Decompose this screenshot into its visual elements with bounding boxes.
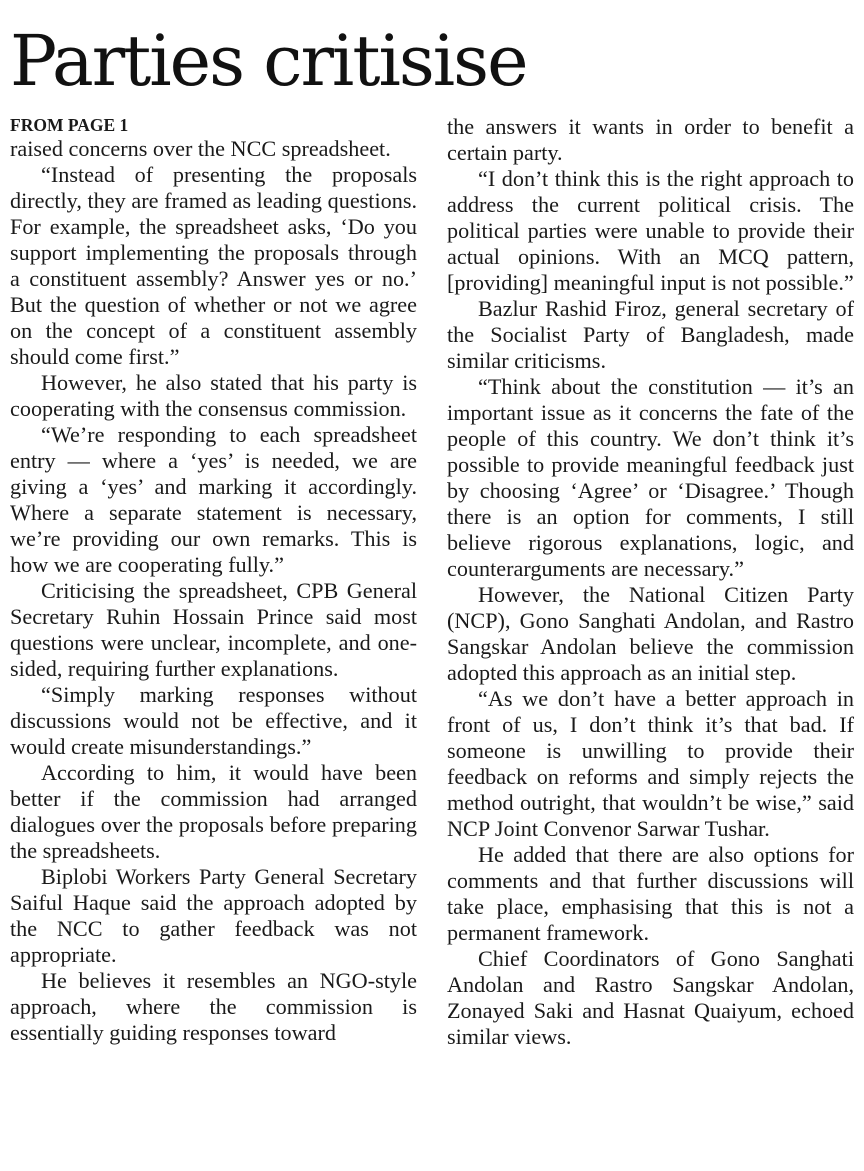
paragraph: “I don’t think this is the right approach to address the current political crisis. The political parties were unable to provide their actual opinions. With an MCQ pattern, [providing] meaningful input is not possible.”	[447, 166, 854, 295]
paragraph: “Simply marking responses without discussions would not be effective, and it would create misunderstandings.”	[10, 682, 417, 759]
paragraph: Bazlur Rashid Firoz, general secretary of the Socialist Party of Bangladesh, made similar criticisms.	[447, 296, 854, 373]
paragraph: He added that there are also options for comments and that further discussions will take place, emphasising that this is not a permanent framework.	[447, 842, 854, 945]
paragraph: According to him, it would have been better if the commission had arranged dialogues over the proposals before preparing the spreadsheets.	[10, 760, 417, 863]
paragraph: the answers it wants in order to benefit a certain party.	[447, 114, 854, 165]
paragraph: Chief Coordinators of Gono Sanghati Andolan and Rastro Sangskar Andolan, Zonayed Saki and Hasnat Quaiyum, echoed similar views.	[447, 946, 854, 1049]
paragraph: Biplobi Workers Party General Secretary Saiful Haque said the approach adopted by the NCC to gather feedback was not appropriate.	[10, 864, 417, 967]
paragraph: “Think about the constitution — it’s an important issue as it concerns the fate of the people of this country. We don’t think it’s possible to provide meaningful feedback just by choosing ‘Agree’ or ‘Disagree.’ Though there is an option for comments, I still believe rigorous explanations, logic, and counterarguments are necessary.”	[447, 374, 854, 581]
paragraph: “As we don’t have a better approach in front of us, I don’t think it’s that bad. If someone is unwilling to provide their feedback on reforms and simply rejects the method outright, that wouldn’t be wise,” said NCP Joint Convenor Sarwar Tushar.	[447, 686, 854, 841]
paragraph: However, he also stated that his party is cooperating with the consensus commission.	[10, 370, 417, 421]
paragraph: “Instead of presenting the proposals directly, they are framed as leading questions. For example, the spreadsheet asks, ‘Do you support implementing the proposals through a constituent assembly? Answer yes or no.’ But the question of whether or not we agree on the concept of a constituent assembly should come first.”	[10, 162, 417, 369]
article-column-left	[10, 114, 417, 1046]
continuation-kicker: FROM PAGE 1	[10, 115, 129, 135]
article-column-right	[447, 114, 854, 1050]
paragraph: He believes it resembles an NGO-style approach, where the commission is essentially guiding responses toward	[10, 968, 417, 1045]
paragraph: However, the National Citizen Party (NCP), Gono Sanghati Andolan, and Rastro Sangskar Andolan believe the commission adopted this approach as an initial step.	[447, 582, 854, 685]
headline: Parties critisise	[10, 20, 527, 102]
paragraph: “We’re responding to each spreadsheet entry — where a ‘yes’ is needed, we are giving a ‘yes’ and marking it accordingly. Where a separate statement is necessary, we’re providing our own remarks. This is how we are cooperating fully.”	[10, 422, 417, 577]
paragraph: Criticising the spreadsheet, CPB General Secretary Ruhin Hossain Prince said most questions were unclear, incomplete, and one-sided, requiring further explanations.	[10, 578, 417, 681]
paragraph: raised concerns over the NCC spreadsheet.	[10, 136, 391, 161]
